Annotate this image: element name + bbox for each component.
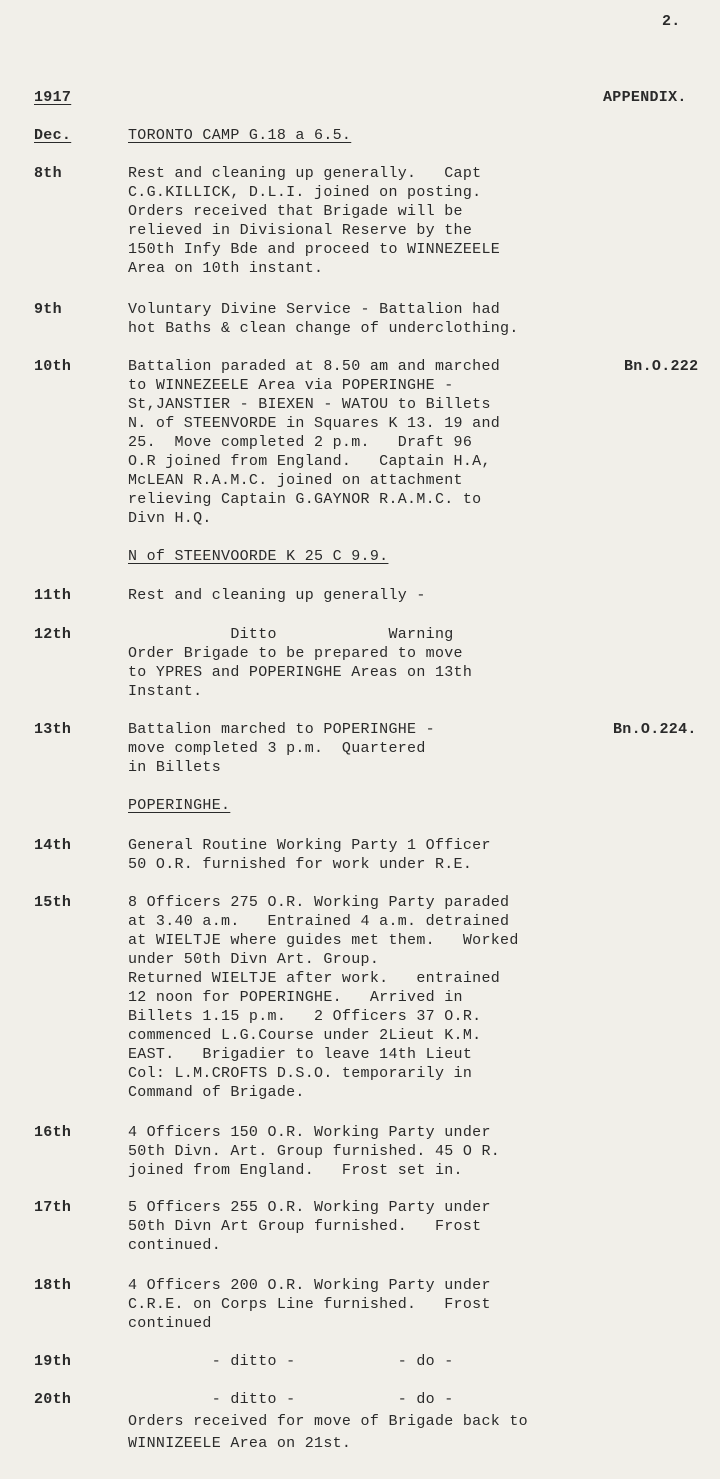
entry-line: 50 O.R. furnished for work under R.E. xyxy=(128,856,473,873)
entry-line: under 50th Divn Art. Group. xyxy=(128,951,380,968)
location-heading-poperinghe: POPERINGHE. xyxy=(128,797,231,814)
entry-line: Rest and cleaning up generally. Capt xyxy=(128,165,482,182)
entry-line: Voluntary Divine Service - Battalion had xyxy=(128,301,501,318)
entry-line: to YPRES and POPERINGHE Areas on 13th xyxy=(128,664,473,681)
entry-line: WINNIZEELE Area on 21st. xyxy=(128,1435,352,1452)
entry-line: to WINNEZEELE Area via POPERINGHE - xyxy=(128,377,454,394)
entry-line: 25. Move completed 2 p.m. Draft 96 xyxy=(128,434,473,451)
entry-line: Order Brigade to be prepared to move xyxy=(128,645,463,662)
entry-line: - ditto - - do - xyxy=(128,1353,454,1370)
entry-line: C.R.E. on Corps Line furnished. Frost xyxy=(128,1296,491,1313)
entry-line: 4 Officers 150 O.R. Working Party under xyxy=(128,1124,491,1141)
entry-line: Divn H.Q. xyxy=(128,510,212,527)
entry-line: continued. xyxy=(128,1237,222,1254)
entry-date: 17th xyxy=(34,1199,72,1216)
entry-line: 5 Officers 255 O.R. Working Party under xyxy=(128,1199,491,1216)
entry-line: St,JANSTIER - BIEXEN - WATOU to Billets xyxy=(128,396,491,413)
entry-line: at 3.40 a.m. Entrained 4 a.m. detrained xyxy=(128,913,510,930)
entry-line: - ditto - - do - xyxy=(128,1391,454,1408)
entry-date: 13th xyxy=(34,721,72,738)
entry-line: 8 Officers 275 O.R. Working Party paraded xyxy=(128,894,510,911)
entry-line: Rest and cleaning up generally - xyxy=(128,587,426,604)
entry-line: N. of STEENVORDE in Squares K 13. 19 and xyxy=(128,415,501,432)
entry-line: McLEAN R.A.M.C. joined on attachment xyxy=(128,472,463,489)
entry-date: 10th xyxy=(34,358,72,375)
entry-line: O.R joined from England. Captain H.A, xyxy=(128,453,491,470)
entry-line: Battalion paraded at 8.50 am and marched xyxy=(128,358,501,375)
entry-line: move completed 3 p.m. Quartered xyxy=(128,740,426,757)
entry-line: Billets 1.15 p.m. 2 Officers 37 O.R. xyxy=(128,1008,482,1025)
entry-line: relieving Captain G.GAYNOR R.A.M.C. to xyxy=(128,491,482,508)
entry-date: 20th xyxy=(34,1391,72,1408)
entry-date: 16th xyxy=(34,1124,72,1141)
entry-line: Ditto Warning xyxy=(128,626,454,643)
location-heading-toronto: TORONTO CAMP G.18 a 6.5. xyxy=(128,127,352,144)
entry-line: Returned WIELTJE after work. entrained xyxy=(128,970,501,987)
appendix-heading: APPENDIX. xyxy=(603,89,687,106)
entry-date: 14th xyxy=(34,837,72,854)
entry-line: commenced L.G.Course under 2Lieut K.M. xyxy=(128,1027,482,1044)
entry-line: 50th Divn. Art. Group furnished. 45 O R. xyxy=(128,1143,501,1160)
entry-line: EAST. Brigadier to leave 14th Lieut xyxy=(128,1046,473,1063)
entry-line: Orders received that Brigade will be xyxy=(128,203,463,220)
entry-date: 19th xyxy=(34,1353,72,1370)
location-heading-steenvoorde: N of STEENVOORDE K 25 C 9.9. xyxy=(128,548,389,565)
page-number: 2. xyxy=(662,13,681,30)
entry-line: at WIELTJE where guides met them. Worked xyxy=(128,932,519,949)
entry-date: 15th xyxy=(34,894,72,911)
entry-line: Orders received for move of Brigade back to xyxy=(128,1413,528,1430)
month-heading: Dec. xyxy=(34,127,72,144)
entry-date: 18th xyxy=(34,1277,72,1294)
entry-line: 150th Infy Bde and proceed to WINNEZEELE xyxy=(128,241,501,258)
entry-line: continued xyxy=(128,1315,212,1332)
entry-line: C.G.KILLICK, D.L.I. joined on posting. xyxy=(128,184,482,201)
entry-line: 50th Divn Art Group furnished. Frost xyxy=(128,1218,482,1235)
order-reference: Bn.O.222 xyxy=(624,358,699,375)
entry-date: 8th xyxy=(34,165,62,182)
order-reference: Bn.O.224. xyxy=(613,721,697,738)
entry-line: General Routine Working Party 1 Officer xyxy=(128,837,491,854)
entry-line: Battalion marched to POPERINGHE - xyxy=(128,721,435,738)
entry-line: hot Baths & clean change of underclothing. xyxy=(128,320,519,337)
entry-date: 12th xyxy=(34,626,72,643)
entry-line: Command of Brigade. xyxy=(128,1084,305,1101)
entry-line: 12 noon for POPERINGHE. Arrived in xyxy=(128,989,463,1006)
entry-line: Instant. xyxy=(128,683,203,700)
entry-line: in Billets xyxy=(128,759,222,776)
entry-date: 9th xyxy=(34,301,62,318)
year-heading: 1917 xyxy=(34,89,72,106)
entry-line: relieved in Divisional Reserve by the xyxy=(128,222,473,239)
entry-date: 11th xyxy=(34,587,72,604)
entry-line: joined from England. Frost set in. xyxy=(128,1162,463,1179)
entry-line: Area on 10th instant. xyxy=(128,260,324,277)
entry-line: 4 Officers 200 O.R. Working Party under xyxy=(128,1277,491,1294)
entry-line: Col: L.M.CROFTS D.S.O. temporarily in xyxy=(128,1065,473,1082)
